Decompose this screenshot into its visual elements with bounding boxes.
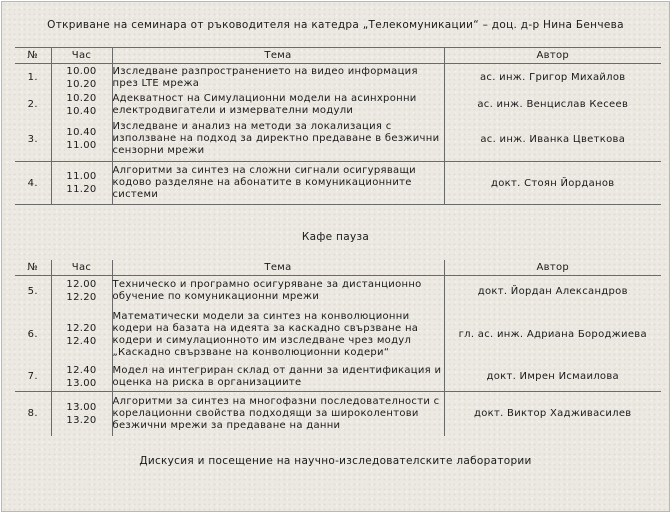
row-topic: Адекватност на Симулационни модели на асинхронни електродвигатели и измервателни модули <box>112 92 444 118</box>
row-author: ас. инж. Венцислав Кесеев <box>444 92 661 118</box>
row-topic: Изследване и анализ на методи за локализация с използване на подход за директно предаване в безжични сензорни мрежи <box>112 118 444 162</box>
row-author: ас. инж. Иванка Цветкова <box>444 118 661 162</box>
time-start: 13.00 <box>66 401 97 413</box>
time-start: 10.00 <box>66 65 97 77</box>
row-author: докт. Йордан Александров <box>444 276 661 307</box>
time-end: 12.20 <box>66 292 97 304</box>
row-author: ас. инж. Григор Михайлов <box>444 64 661 92</box>
row-author: докт. Имрен Исмаилова <box>444 363 661 392</box>
time-start: 10.40 <box>66 127 97 139</box>
time-start: 10.20 <box>66 92 97 104</box>
row-topic: Модел на интегриран склад от данни за идентификация и оценка на риска в организациите <box>112 363 444 392</box>
table-row <box>15 64 661 92</box>
table-row <box>15 392 661 436</box>
time-end: 13.20 <box>66 414 97 426</box>
row-time <box>51 276 112 307</box>
row-number: 6. <box>27 329 38 340</box>
row-number: 5. <box>27 285 38 297</box>
row-author: гл. ас. инж. Адриана Бороджиева <box>444 307 661 363</box>
table-row <box>15 363 661 392</box>
time-end: 13.00 <box>66 377 97 389</box>
schedule-table-afternoon <box>15 260 661 436</box>
table-row <box>15 276 661 307</box>
row-topic: Алгоритми за синтез на многофазни последователности с корелационни свойства подходящи за широколентови безжични мрежи за предаване на данни <box>112 392 444 436</box>
table-row <box>15 162 661 205</box>
row-topic: Техническо и програмно осигуряване за дистанционно обучение по комуникационни мрежи <box>112 276 444 307</box>
row-time <box>51 64 112 92</box>
header-author: Автор <box>444 260 661 276</box>
time-end: 10.20 <box>66 78 97 90</box>
row-number: 7. <box>27 371 38 383</box>
table-header-row <box>15 260 661 276</box>
row-number: 3. <box>27 133 38 145</box>
row-time <box>51 162 112 205</box>
table-row <box>15 307 661 363</box>
row-number: 4. <box>15 162 51 205</box>
table-header-row <box>15 48 661 64</box>
seminar-program <box>1 1 670 512</box>
coffee-break-label: Кафе пауза <box>301 231 370 243</box>
time-end: 11.00 <box>66 140 97 152</box>
header-num: № <box>15 260 51 276</box>
header-time: Час <box>51 260 112 276</box>
row-topic: Изследване разпространението на видео информация през LTE мрежа <box>112 64 444 92</box>
table-row <box>15 118 661 162</box>
row-number: 1. <box>27 72 38 84</box>
header-num: № <box>15 48 51 64</box>
row-time <box>51 307 112 363</box>
row-author: докт. Стоян Йорданов <box>444 162 661 205</box>
time-end: 10.40 <box>66 105 97 117</box>
time-end: 12.40 <box>66 335 97 347</box>
program-title: Откриване на семинара от ръководителя на катедра „Телекомуникации“ – доц. д-р Нина Бенчева <box>47 19 624 31</box>
time-start: 12.40 <box>66 364 97 376</box>
header-author: Автор <box>444 48 661 64</box>
time-end: 11.20 <box>66 184 97 195</box>
header-time: Час <box>51 48 112 64</box>
header-topic: Тема <box>112 48 444 64</box>
row-time <box>51 118 112 162</box>
row-author: докт. Виктор Хадживасилев <box>444 392 661 436</box>
time-start: 11.00 <box>66 171 97 182</box>
row-time <box>51 92 112 118</box>
header-topic: Тема <box>112 260 444 276</box>
closing-note: Дискусия и посещение на научно-изследователските лаборатории <box>139 455 532 467</box>
row-time <box>51 392 112 436</box>
row-time <box>51 363 112 392</box>
row-topic: Алгоритми за синтез на сложни сигнали осигуряващи кодово разделяне на абонатите в комуникационните системи <box>112 162 444 205</box>
time-start: 12.20 <box>66 322 97 334</box>
schedule-table-morning <box>15 47 661 205</box>
time-start: 12.00 <box>66 279 97 291</box>
row-number: 2. <box>27 99 38 110</box>
table-row <box>15 92 661 118</box>
row-number: 8. <box>15 392 51 436</box>
row-topic: Математически модели за синтез на конволюционни кодери на базата на идеята за каскадно свързване на кодери и симулационното им изследване чрез модул „Каскадно свързване на конволюционни кодери“ <box>112 307 444 363</box>
